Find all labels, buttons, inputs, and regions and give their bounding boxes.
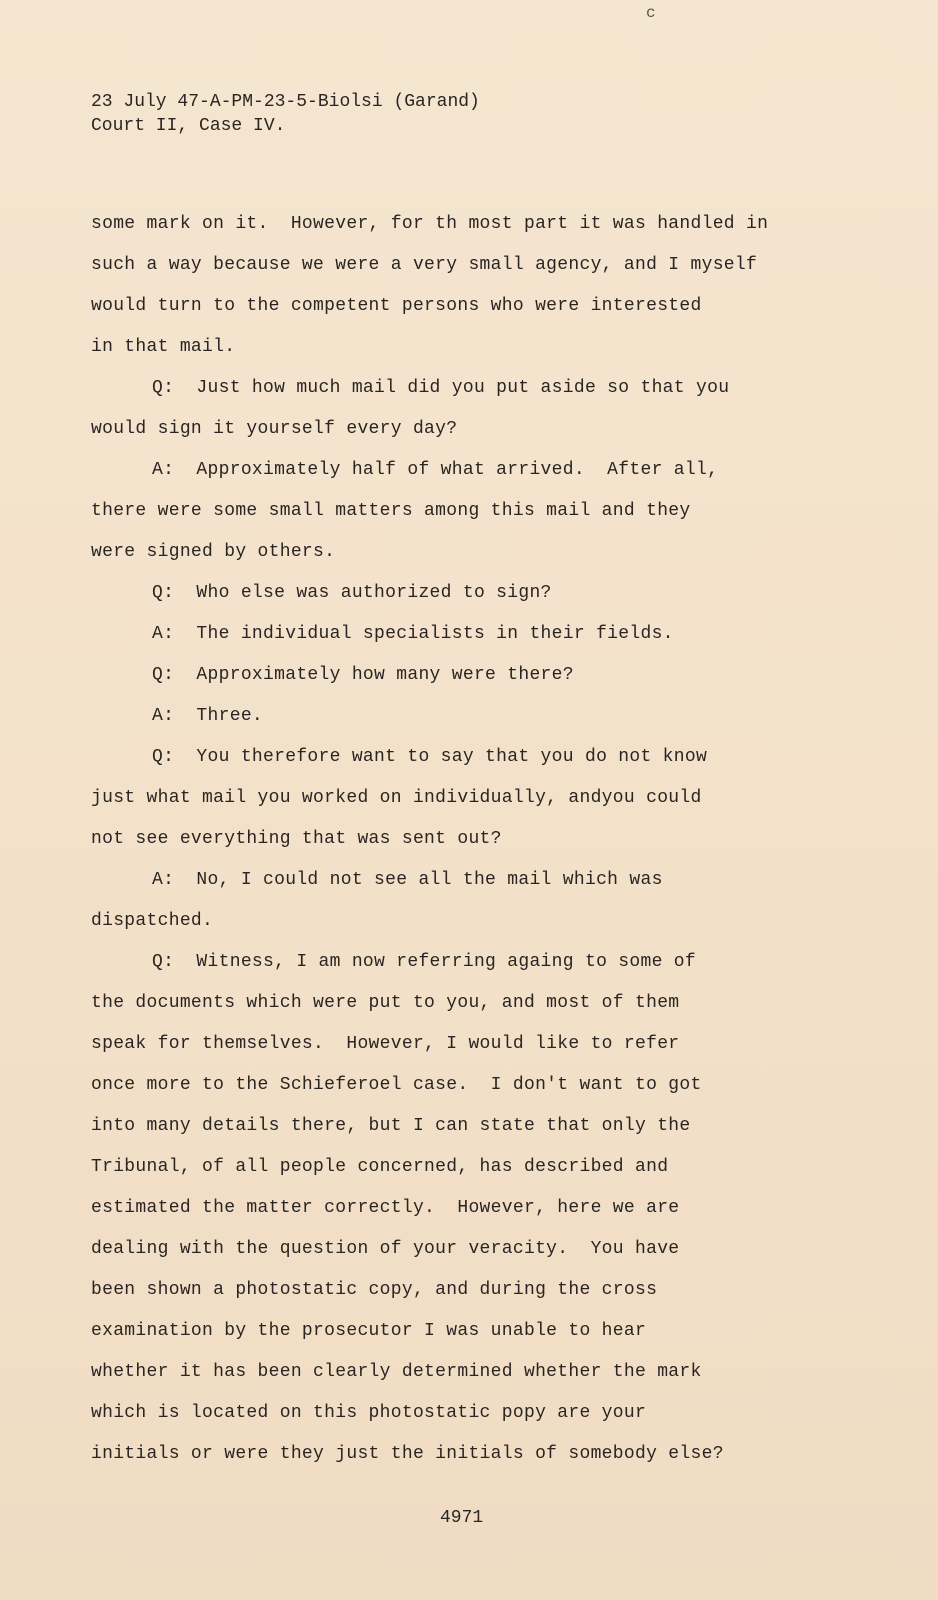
transcript-line: into many details there, but I can state that only the <box>91 1116 691 1136</box>
transcript-line: speak for themselves. However, I would like to refer <box>91 1034 680 1054</box>
transcript-line: whether it has been clearly determined whether the mark <box>91 1362 702 1382</box>
transcript-line: Tribunal, of all people concerned, has described and <box>91 1157 669 1177</box>
transcript-answer-line: A: The individual specialists in their fields. <box>152 624 674 644</box>
transcript-line: initials or were they just the initials of somebody else? <box>91 1444 724 1464</box>
transcript-line: there were some small matters among this mail and they <box>91 501 691 521</box>
transcript-line: which is located on this photostatic popy are your <box>91 1403 647 1423</box>
transcript-line: just what mail you worked on individually, andyou could <box>91 788 702 808</box>
transcript-question-line: Q: Who else was authorized to sign? <box>152 583 552 603</box>
transcript-line: such a way because we were a very small agency, and I myself <box>91 255 758 275</box>
transcript-question-line: Q: You therefore want to say that you do not know <box>152 747 708 767</box>
header-court-line: Court II, Case IV. <box>91 116 286 136</box>
document-header <box>91 90 480 138</box>
transcript-answer-line: A: Approximately half of what arrived. After all, <box>152 460 719 480</box>
transcript-line: in that mail. <box>91 337 236 357</box>
transcript-line: were signed by others. <box>91 542 336 562</box>
transcript-line: once more to the Schieferoel case. I don't want to got <box>91 1075 702 1095</box>
page-number: 4971 <box>440 1508 484 1528</box>
transcript-line: been shown a photostatic copy, and during the cross <box>91 1280 658 1300</box>
transcript-line: some mark on it. However, for th most part it was handled in <box>91 214 769 234</box>
transcript-line: dispatched. <box>91 911 214 931</box>
transcript-question-line: Q: Approximately how many were there? <box>152 665 574 685</box>
transcript-question-line: Q: Witness, I am now referring againg to some of <box>152 952 696 972</box>
header-session-line: 23 July 47-A-PM-23-5-Biolsi (Garand) <box>91 92 480 112</box>
transcript-line: examination by the prosecutor I was unable to hear <box>91 1321 647 1341</box>
transcript-answer-line: A: No, I could not see all the mail which was <box>152 870 663 890</box>
transcript-line: not see everything that was sent out? <box>91 829 502 849</box>
transcript-answer-line: A: Three. <box>152 706 264 726</box>
transcript-line: would sign it yourself every day? <box>91 419 458 439</box>
transcript-line: estimated the matter correctly. However, here we are <box>91 1198 680 1218</box>
transcript-line: dealing with the question of your veracity. You have <box>91 1239 680 1259</box>
transcript-line: the documents which were put to you, and most of them <box>91 993 680 1013</box>
transcript-line: would turn to the competent persons who were interested <box>91 296 702 316</box>
corner-pencil-mark: c <box>646 4 656 22</box>
transcript-question-line: Q: Just how much mail did you put aside so that you <box>152 378 730 398</box>
